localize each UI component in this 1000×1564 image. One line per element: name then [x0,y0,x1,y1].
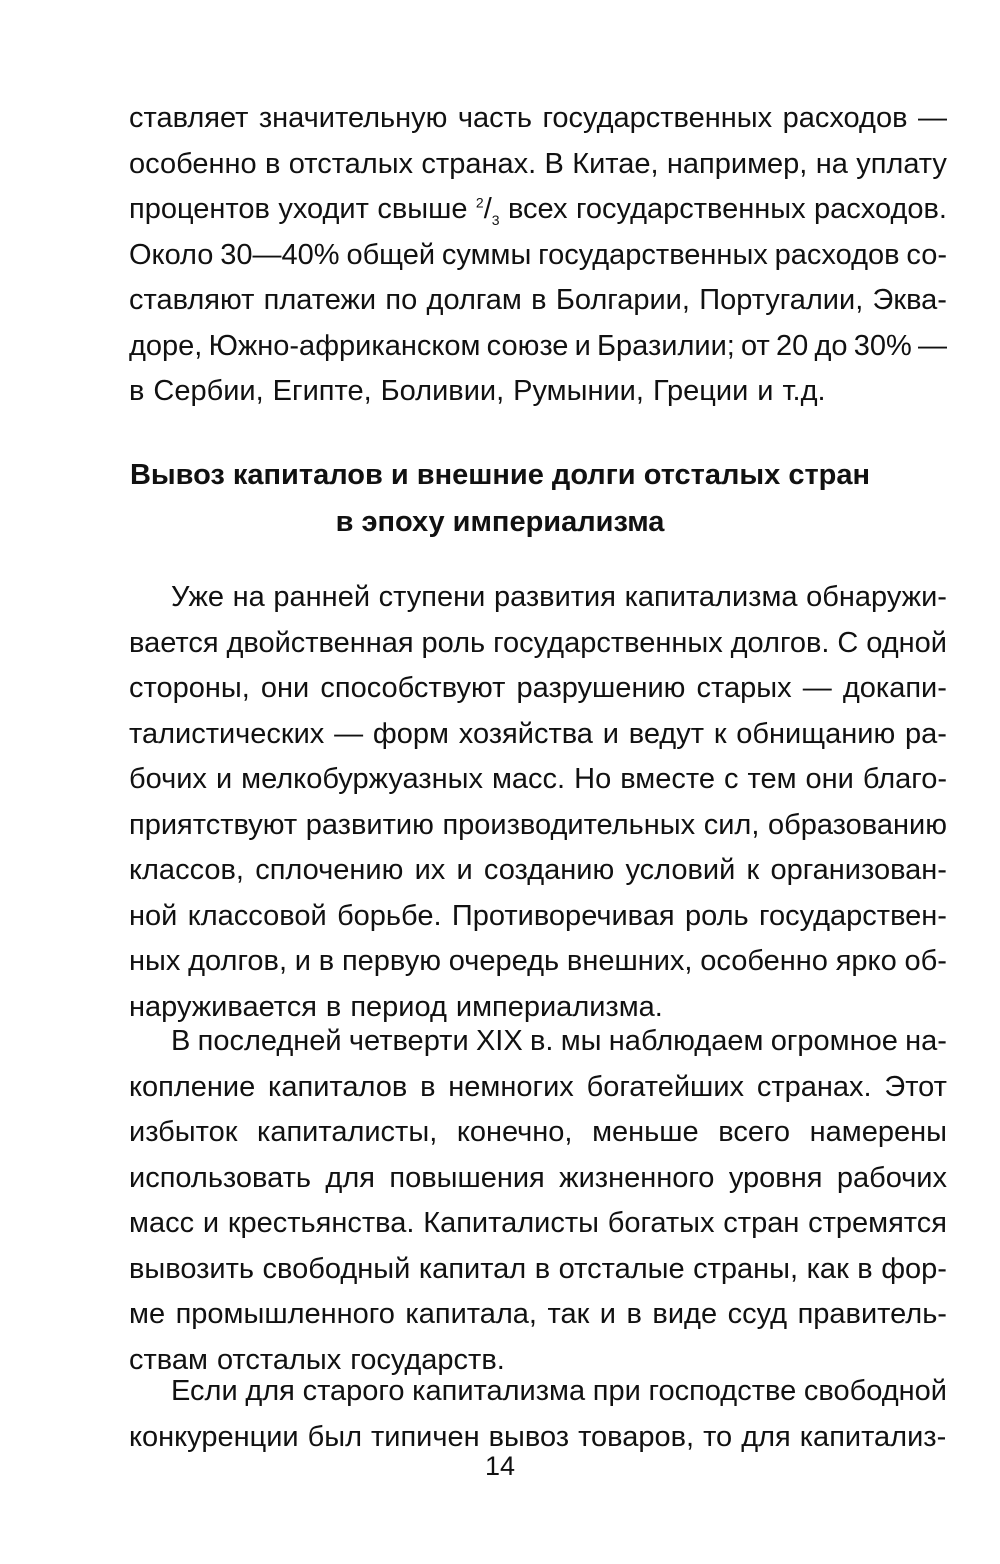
text-line: приятствуют развитию производительных сил, образованию [129,808,947,841]
text-line: ставляют платежи по долгам в Болгарии, Португалии, Эква- [129,284,947,316]
fraction-two-thirds: $^2/_3$ [475,193,500,228]
page-number: 14 [484,1451,516,1481]
text-line: конкуренции был типичен вывоз товаров, то для капитализ- [129,1420,947,1453]
text-line: бочих и мелкобуржуазных масс. Но вместе с тем они благо- [129,763,947,795]
heading-line-1: Вывоз капиталов и внешние долги отсталых стран [129,459,871,491]
text-line: масс и крестьянства. Капиталисты богатых стран стремятся [129,1207,947,1239]
text-line: стороны, они способствуют разрушению старых — докапи- [129,672,947,704]
text-line: В последней четверти XIX в. мы наблюдаем огромное на- [171,1025,947,1057]
text-line: классов, сплочению их и созданию условий к организован- [129,854,947,886]
text-line: талистических — форм хозяйства и ведут к обнищанию ра- [129,717,947,750]
text-line: ных долгов, и в первую очередь внешних, особенно ярко об- [129,945,947,977]
text-line: вается двойственная роль государственных долгов. С одной [129,626,947,659]
text-line: копление капиталов в немногих богатейших странах. Этот [129,1070,947,1103]
paragraph-2 [129,1019,947,1383]
paragraph-3 [129,1369,947,1460]
text-line: доре, Южно-африканском союзе и Бразилии; от 20 до 30% — [129,329,947,362]
text-line: ставляет значительную часть государственных расходов — [129,102,947,134]
paragraph-1 [129,575,947,1030]
text-line: Если для старого капитализма при господстве свободной [171,1375,947,1407]
heading-line-2: в эпоху империализма [335,506,665,538]
text-line: ствам отсталых государств. [129,1343,505,1376]
text-line: Уже на ранней ступени развития капитализма обнаружи- [171,581,947,613]
text-line: ме промышленного капитала, так и в виде ссуд правитель- [129,1298,947,1330]
text-line: Около 30—40% общей суммы государственных расходов со- [129,238,947,271]
text-line: ной классовой борьбе. Противоречивая роль государствен- [129,899,947,932]
text-line: использовать для повышения жизненного уровня рабочих [129,1161,947,1194]
text-line: процентов уходит свыше $^2/_3$ всех государственных расходов. [129,193,947,228]
text-line: наруживается в период империализма. [129,990,663,1023]
paragraph-top [129,96,947,415]
text-line: в Сербии, Египте, Боливии, Румынии, Греции и т.д. [129,375,826,407]
text-line: избыток капиталисты, конечно, меньше всего намерены [129,1116,947,1148]
section-heading [60,452,940,546]
text-line: особенно в отсталых странах. В Китае, например, на уплату [129,147,947,180]
text-line: вывозить свободный капитал в отсталые страны, как в фор- [129,1252,947,1285]
